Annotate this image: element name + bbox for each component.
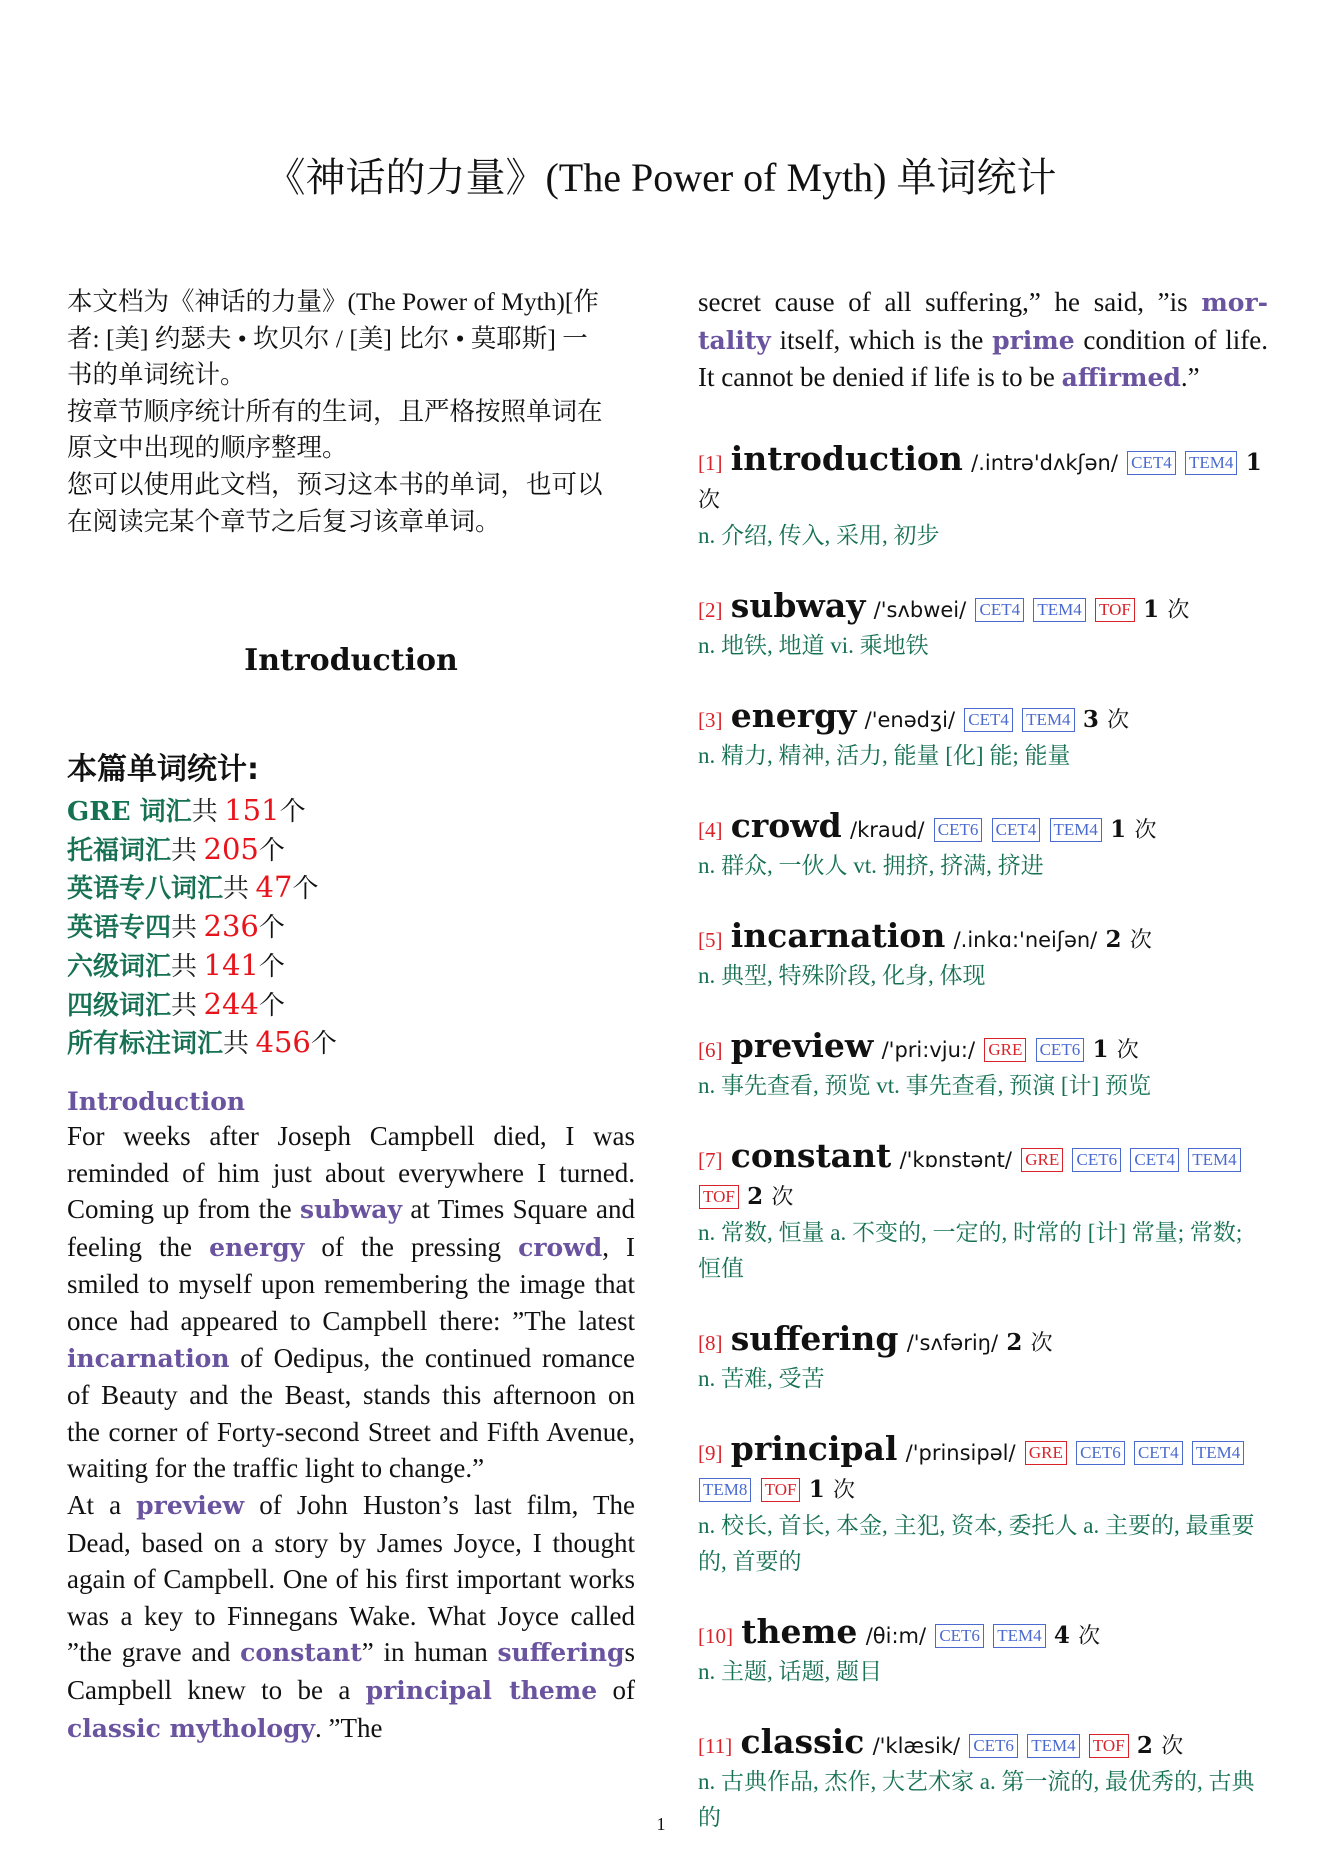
text: , I smiled to myself upon remembering the image that once had appeared to Campbell there: ”The latest [67,1231,636,1336]
entry-phonetic: /'sʌfəriŋ/ [906,1330,999,1355]
intro-line: 您可以使用此文档，预习这本书的单词，也可以 [67,469,603,499]
entry-word: preview [730,1025,874,1065]
entry-definition: n. 古典作品, 杰作, 大艺术家 a. 第一流的, 最优秀的, 古典的 [698,1768,1255,1830]
entry-index: [1] [698,450,723,475]
level-tag: TOF [1089,1734,1129,1758]
entry-definition: n. 地铁, 地道 vi. 乘地铁 [698,632,929,658]
intro-line: 本文档为《神话的力量》(The Power of Myth)[作 [67,287,599,316]
entry-definition: n. 精力, 精神, 活力, 能量 [化] 能; 能量 [698,742,1071,768]
entry-index: [2] [698,597,723,622]
text: At a [67,1489,137,1520]
entry-definition: n. 常数, 恒量 a. 不变的, 一定的, 时常的 [计] 常量; 常数; 恒值 [698,1219,1243,1281]
level-tag: CET6 [1072,1148,1121,1172]
stat-row [67,947,337,986]
stat-gong: 共 [171,835,204,865]
text: of Oedipus, the continued romance of Beauty and the Beast, stands this afternoon on the corner of Forty-second Street and Fifth Avenue, waiting for the traffic light to change.” [67,1342,635,1484]
entry-count: 1 [1245,448,1262,476]
stat-unit: 个 [279,797,306,826]
entry-definition: n. 主题, 话题, 题目 [698,1658,882,1684]
entry-word: classic [740,1721,865,1761]
level-tag: TOF [761,1478,801,1502]
level-tag: GRE [1021,1148,1063,1172]
entry-index: [10] [698,1623,733,1648]
entry-phonetic: /'prinsipəl/ [905,1440,1016,1465]
text: itself, which is the [770,324,993,355]
entry-phonetic: /.inkɑ:'neiʃən/ [953,927,1098,952]
stat-row [67,986,337,1025]
entry-definition: n. 校长, 首长, 本金, 主犯, 资本, 委托人 a. 主要的, 最重要的, 首要的 [698,1512,1255,1574]
entry-word: subway [730,585,866,625]
vocab-entry [698,695,1268,774]
stat-label: 四级词汇 [67,990,172,1021]
entry-head [698,1428,1268,1508]
count-suffix: 次 [1161,1732,1184,1758]
vocab-entry [698,1318,1268,1397]
stat-row [67,908,337,947]
count-suffix: 次 [698,486,721,512]
entry-phonetic: /'pri:vju:/ [881,1037,976,1062]
text: .” [1180,362,1200,393]
entry-word: introduction [730,438,963,478]
entry-head [698,585,1268,628]
entry-word: incarnation [730,915,946,955]
count-suffix: 次 [1167,596,1190,622]
level-tag: CET4 [1134,1441,1183,1465]
highlighted-word[interactable]: constant [240,1638,362,1668]
entry-head [698,695,1268,738]
stat-unit: 个 [258,913,285,943]
entry-definition: n. 典型, 特殊阶段, 化身, 体现 [698,962,986,988]
stat-count: 236 [203,909,259,944]
vocab-entry [698,585,1268,664]
entry-head [698,915,1268,958]
passage-continued [698,284,1268,397]
count-suffix: 次 [1030,1329,1053,1355]
stat-count: 47 [255,870,293,905]
stat-label: 所有标注词汇 [67,1029,224,1060]
entry-index: [9] [698,1440,723,1465]
entry-word: constant [730,1135,892,1175]
count-suffix: 次 [771,1183,794,1209]
vocab-entry [698,805,1268,884]
highlighted-word[interactable]: incarnation [67,1343,230,1373]
stat-row [67,792,337,831]
entry-word: suffering [730,1318,899,1358]
entry-phonetic: /kraud/ [850,817,925,842]
text: s Campbell knew to be a [67,1637,635,1705]
stat-unit: 个 [292,874,319,904]
entry-phonetic: /θi:m/ [865,1623,927,1648]
text: of the pressing [304,1231,519,1262]
vocab-entry [698,1611,1268,1690]
level-tag: TEM4 [1050,818,1102,842]
intro-line: 者: [美] 约瑟夫 • 坎贝尔 / [美] 比尔 • 莫耶斯] 一 [67,323,588,353]
highlighted-word[interactable]: affirmed [1061,363,1181,393]
intro-line: 原文中出现的顺序整理。 [67,433,348,463]
text: . ”The [315,1712,383,1743]
stat-label: GRE 词汇 [67,797,192,827]
stat-unit: 个 [310,1029,337,1059]
highlighted-word[interactable]: crowd [518,1232,603,1262]
text: secret cause of all suffering,” he said, ”is [698,287,1202,317]
count-suffix: 次 [833,1476,856,1502]
level-tag: CET4 [1130,1148,1179,1172]
stat-count: 456 [255,1025,311,1060]
entry-head [698,1025,1268,1068]
intro-block [67,284,635,540]
entry-index: [8] [698,1330,723,1355]
level-tag: TEM4 [993,1624,1045,1648]
entry-definition: n. 苦难, 受苦 [698,1365,825,1391]
stat-unit: 个 [258,951,285,981]
entry-head [698,1611,1268,1654]
stats-title: 本篇单词统计: [67,752,259,787]
document-title: 《神话的力量》(The Power of Myth) 单词统计 [265,155,1057,200]
highlighted-word[interactable]: subway [300,1195,402,1225]
entry-index: [4] [698,817,723,842]
passage [67,1086,635,1747]
stat-gong: 共 [171,913,204,943]
stat-label: 英语专四 [67,913,172,944]
entry-word: principal [730,1428,898,1468]
highlighted-word[interactable]: preview [136,1490,245,1520]
vocab-entry [698,438,1268,554]
entry-phonetic: /'sʌbwei/ [873,597,967,622]
text: For weeks after Joseph Campbell died, I was reminded of him just about everywhere I turned. Coming up from the [67,1121,635,1225]
entry-count: 1 [1143,595,1160,623]
level-tag: CET4 [964,708,1013,732]
entry-count: 1 [1110,815,1127,843]
highlighted-word[interactable]: principal theme [365,1675,598,1705]
entry-word: energy [730,695,857,735]
level-tag: TEM4 [1188,1148,1240,1172]
level-tag: CET6 [969,1734,1018,1758]
text: condition of life. It cannot be denied if life is to be [698,324,1268,393]
entry-index: [6] [698,1037,723,1062]
level-tag: TEM4 [1033,598,1085,622]
entry-count: 2 [1006,1328,1023,1356]
intro-line: 按章节顺序统计所有的生词，且严格按照单词在 [67,396,603,426]
vocab-entry [698,915,1268,994]
highlighted-word[interactable]: prime [992,325,1075,355]
entry-phonetic: /'kɒnstənt/ [899,1147,1012,1172]
entry-count: 2 [1136,1731,1153,1759]
level-tag: TOF [1095,598,1135,622]
entry-head [698,1135,1268,1215]
stat-unit: 个 [258,990,285,1020]
stat-count: 141 [203,947,259,982]
stat-gong: 共 [223,874,256,904]
stat-gong: 共 [171,951,204,981]
level-tag: TOF [699,1185,739,1209]
intro-line: 在阅读完某个章节之后复习该章单词。 [67,506,501,536]
entry-definition: n. 群众, 一伙人 vt. 拥挤, 挤满, 挤进 [698,852,1044,878]
page-number: 1 [656,1814,666,1834]
highlighted-word[interactable]: energy [209,1232,305,1262]
level-tag: CET6 [934,818,983,842]
entry-phonetic: /.intrə'dʌkʃən/ [971,450,1118,475]
chapter-stats [67,748,337,1063]
entry-index: [3] [698,707,723,732]
count-suffix: 次 [1129,926,1152,952]
text: at Times Square and feeling the [67,1194,635,1262]
entry-definition: n. 介绍, 传入, 采用, 初步 [698,522,940,548]
level-tag: CET6 [1076,1441,1125,1465]
text: of [597,1674,635,1705]
level-tag: CET6 [935,1624,984,1648]
stat-count: 205 [203,831,259,866]
vocab-entry [698,1428,1268,1580]
entry-definition: n. 事先查看, 预览 vt. 事先查看, 预演 [计] 预览 [698,1072,1151,1098]
level-tag: TEM8 [699,1478,751,1502]
entry-index: [7] [698,1147,723,1172]
stat-count: 244 [203,986,259,1021]
entry-count: 1 [808,1475,825,1503]
vocab-entry [698,1025,1268,1104]
entry-count: 4 [1053,1621,1070,1649]
vocab-entry [698,1135,1268,1287]
count-suffix: 次 [1134,816,1157,842]
entry-phonetic: /'klæsik/ [872,1733,961,1758]
count-suffix: 次 [1078,1622,1101,1648]
passage-paragraph-2 [67,1487,635,1747]
level-tag: TEM4 [1022,708,1074,732]
level-tag: TEM4 [1027,1734,1079,1758]
highlighted-word[interactable]: suffering [497,1638,625,1668]
level-tag: CET4 [1127,451,1176,475]
intro-line: 书的单词统计。 [67,360,246,390]
vocab-list [698,438,1268,1836]
level-tag: GRE [1025,1441,1067,1465]
level-tag: TEM4 [1192,1441,1244,1465]
entry-index: [5] [698,927,723,952]
entry-phonetic: /'enədʒi/ [864,707,956,732]
count-suffix: 次 [1107,706,1130,732]
entry-count: 3 [1082,705,1099,733]
stat-row [67,831,337,870]
text: of John Huston’s last film, The Dead, based on a story by James Joyce, I thought again of Campbell. One of his first important works was a key to Finnegans Wake. What Joyce called ”the grave and [67,1489,635,1668]
entry-count: 2 [747,1182,764,1210]
level-tag: CET4 [975,598,1024,622]
stat-gong: 共 [223,1029,256,1059]
entry-count: 2 [1105,925,1122,953]
entry-word: theme [741,1611,858,1651]
passage-heading: Introduction [67,1087,246,1116]
chapter-heading: Introduction [244,643,458,678]
highlighted-word[interactable]: classic mythology [67,1713,316,1743]
entry-word: crowd [730,805,842,845]
level-tag: GRE [984,1038,1026,1062]
entry-head [698,805,1268,848]
stat-row [67,1024,337,1063]
entry-head [698,1721,1268,1764]
passage-paragraph-3 [698,284,1268,397]
stat-row [67,869,337,908]
right-column [698,284,1268,1836]
stat-count: 151 [224,793,280,827]
entry-count: 1 [1092,1035,1109,1063]
level-tag: CET4 [992,818,1041,842]
level-tag: CET6 [1036,1038,1085,1062]
highlighted-word[interactable]: mor-tality [698,288,1268,355]
entry-head [698,438,1268,518]
entry-index: [11] [698,1733,733,1758]
entry-head [698,1318,1268,1361]
stat-unit: 个 [258,835,285,865]
stat-label: 六级词汇 [67,951,172,982]
stat-gong: 共 [171,990,204,1020]
stat-label: 托福词汇 [67,835,172,866]
stat-gong: 共 [191,797,225,826]
level-tag: TEM4 [1185,451,1237,475]
text: ” in human [361,1637,498,1668]
passage-paragraph-1 [67,1118,635,1487]
count-suffix: 次 [1116,1036,1139,1062]
stat-label: 英语专八词汇 [67,874,224,905]
